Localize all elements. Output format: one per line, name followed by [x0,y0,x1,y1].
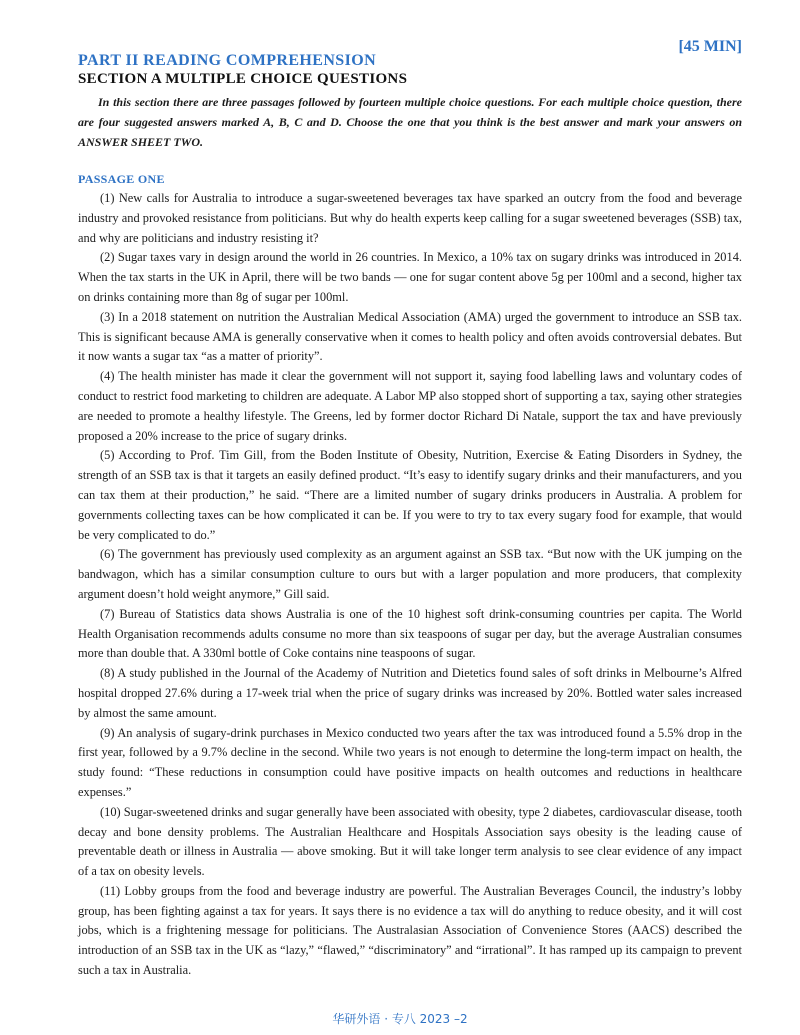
passage-label: PASSAGE ONE [78,172,165,186]
passage-body [78,189,742,981]
time-limit: [45 MIN] [678,38,742,55]
paragraph-8: (8) A study published in the Journal of the Academy of Nutrition and Dietetics found sales of soft drinks in Melbourne’s Alfred hospital dropped 27.6% during a 17-week trial when the price of sugary drinks was increased by 20%. Bottled water sales increased by almost the same amount. [78,666,742,720]
section-title: SECTION A MULTIPLE CHOICE QUESTIONS [78,71,408,87]
paragraph-2: (2) Sugar taxes vary in design around the world in 26 countries. In Mexico, a 10% tax on sugary drinks was introduced in 2014. When the tax starts in the UK in April, there will be two bands — one for sugar content above 5g per 100ml and a second, higher tax on drinks containing more than 8g of sugar per 100ml. [78,250,742,304]
page-footer: 华研外语 · 专八 2023 –2 [332,1012,468,1026]
paragraph-5: (5) According to Prof. Tim Gill, from the Boden Institute of Obesity, Nutrition, Exercise & Eating Disorders in Sydney, the strength of an SSB tax is that it targets an easily defined product. “It’s easy to identify sugary drinks and their manufacturers, and you can tax them at their production,” he said. “There are a limited number of sugary drinks producers in Australia. A problem for governments collecting taxes can be how complicated it can be. If you were to try to tax every sugary food for example, that would be very complicated to do.” [78,448,742,542]
paragraph-3: (3) In a 2018 statement on nutrition the Australian Medical Association (AMA) urged the government to introduce an SSB tax. This is significant because AMA is generally conservative when it comes to health policy and often avoids controversial debates. But it now wants a sugar tax “as a matter of priority”. [78,309,742,364]
paragraph-7: (7) Bureau of Statistics data shows Australia is one of the 10 highest soft drink-consuming countries per capita. The World Health Organisation recommends adults consume no more than six teaspoons of sugar per day, but the average Australian consumes more than double that. A 330ml bottle of Coke contains nine teaspoons of sugar. [78,606,742,661]
part-title: PART II READING COMPREHENSION [78,52,377,69]
paragraph-9: (9) An analysis of sugary-drink purchases in Mexico conducted two years after the tax was introduced found a 5.5% drop in the first year, followed by a 9.7% decline in the second. While two years is not enough to determine the long-term impact on health, the study found: “These reductions in consumption could have positive impacts on health outcomes and reductions in healthcare expenses.” [78,725,742,799]
paragraph-1: (1) New calls for Australia to introduce a sugar-sweetened beverages tax have sparked an outcry from the food and beverage industry and provoked resistance from politicians. But why do health experts keep calling for a sugar sweetened beverages (SSB) tax, and why are politicians and industry resisting it? [78,191,742,245]
paragraph-4: (4) The health minister has made it clear the government will not support it, saying food labelling laws and voluntary codes of conduct to restrict food marketing to children are adequate. A Labor MP also stopped short of supporting a tax, saying other strategies are needed to promote a healthy lifestyle. The Greens, led by former doctor Richard Di Natale, support the tax and have previously proposed a 20% increase to the price of sugary drinks. [78,369,742,443]
instructions: In this section there are three passages followed by fourteen multiple choice questions. For each multiple choice question, there are four suggested answers marked A, B, C and D. Choose the one that you think is the best answer and mark your answers on ANSWER SHEET TWO. [78,95,742,149]
paragraph-11: (11) Lobby groups from the food and beverage industry are powerful. The Australian Beverages Council, the industry’s lobby group, has been fighting against a tax for years. It says there is no evidence a tax will do anything to reduce obesity, and it will cost jobs, which is a frightening message for politicians. The Australasian Association of Convenience Stores (AACS) described the introduction of an SSB tax in the UK as “lazy,” “flawed,” “discriminatory” and “irrational”. It has ramped up its campaign to prevent such a tax in Australia. [78,883,742,978]
paragraph-10: (10) Sugar-sweetened drinks and sugar generally have been associated with obesity, type 2 diabetes, cardiovascular disease, tooth decay and bone density problems. The Australian Healthcare and Hospitals Association says obesity is the leading cause of preventable death or illness in Australia — above smoking. But it will take longer term analysis to see clear evidence of any impact of a tax on obesity levels. [78,804,743,879]
paragraph-6: (6) The government has previously used complexity as an argument against an SSB tax. “But now with the UK jumping on the bandwagon, which has a similar consumption culture to ours but with a larger population and more producers, that complexity argument doesn’t hold weight anymore,” Gill said. [78,547,742,601]
